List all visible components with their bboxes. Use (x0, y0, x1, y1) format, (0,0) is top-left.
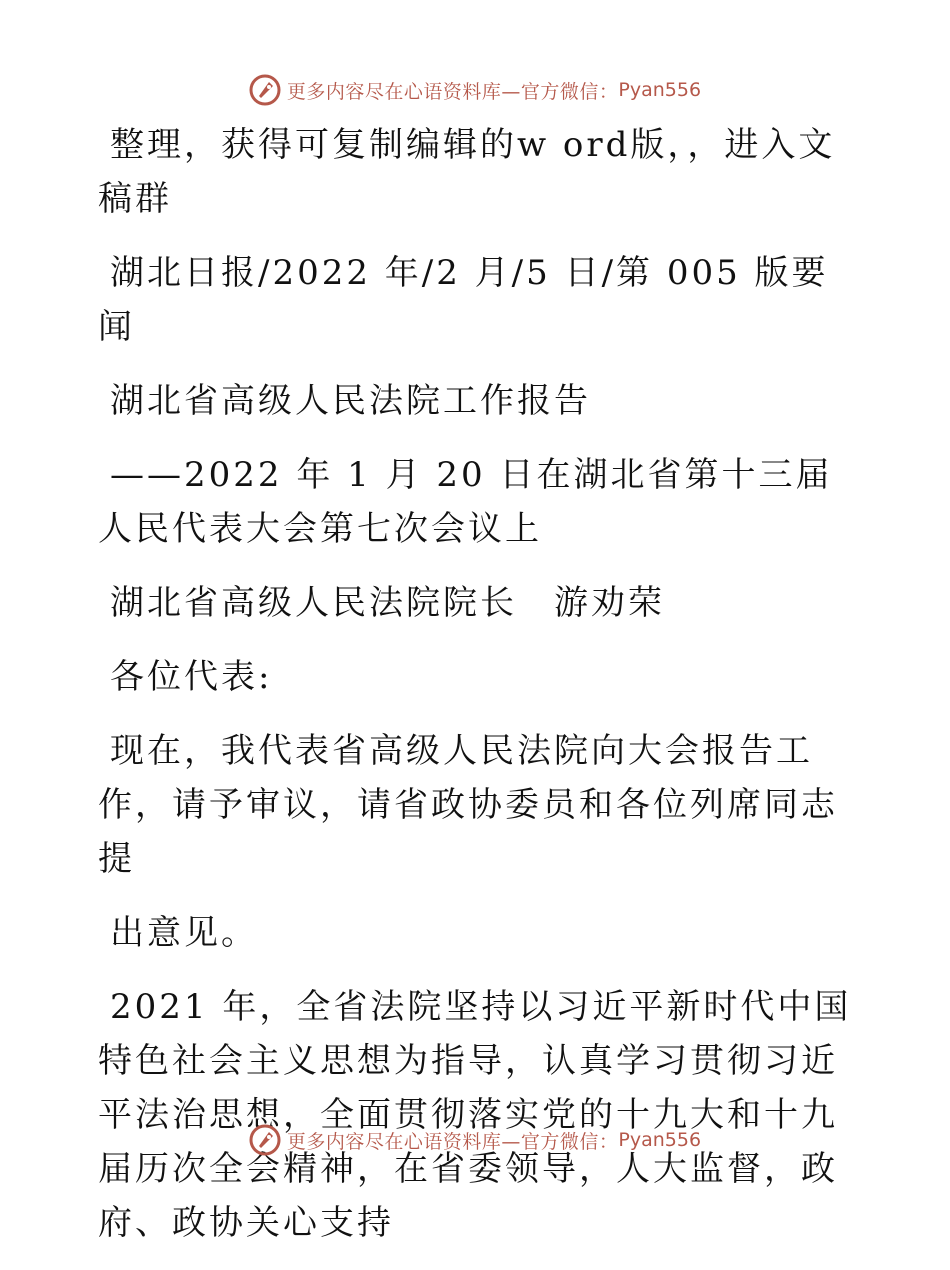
author-line: 湖北省高级人民法院院长 游劝荣 (110, 583, 665, 623)
watermark-text: 更多内容尽在心语资料库—官方微信： (286, 80, 619, 103)
watermark-text: 更多内容尽在心语资料库—官方微信： (286, 1130, 619, 1153)
pen-nib-circle-icon (249, 1124, 281, 1156)
watermark-wechat-id: Pyan556 (618, 79, 702, 101)
report-subtitle: ——2022 年 1 月 20 日在湖北省第十三届人民代表大会第七次会议上 (98, 455, 833, 549)
source-line: 湖北日报/2022 年/2 月/5 日/第 005 版要闻 (98, 253, 829, 347)
pen-nib-circle-icon (249, 74, 281, 106)
salutation: 各位代表: (110, 657, 273, 697)
paragraph-1b: 出意见。 (110, 913, 258, 953)
watermark-wechat-id: Pyan556 (618, 1129, 702, 1151)
document-body (98, 118, 858, 1270)
paragraph-2: 2021 年，全省法院坚持以习近平新时代中国特色社会主义思想为指导，认真学习贯彻习近平法治思想，全面贯彻落实党的十九大和十九届历次全会精神，在省委领导，人大监督，政府、政协关心支持 (98, 987, 852, 1243)
watermark-header (0, 70, 950, 110)
report-title: 湖北省高级人民法院工作报告 (110, 381, 591, 421)
paragraph-1a: 现在，我代表省高级人民法院向大会报告工作，请予审议，请省政协委员和各位列席同志提 (98, 731, 838, 879)
watermark-footer (0, 1120, 950, 1160)
intro-line: 整理，获得可复制编辑的w ord版，，进入文稿群 (98, 125, 836, 219)
